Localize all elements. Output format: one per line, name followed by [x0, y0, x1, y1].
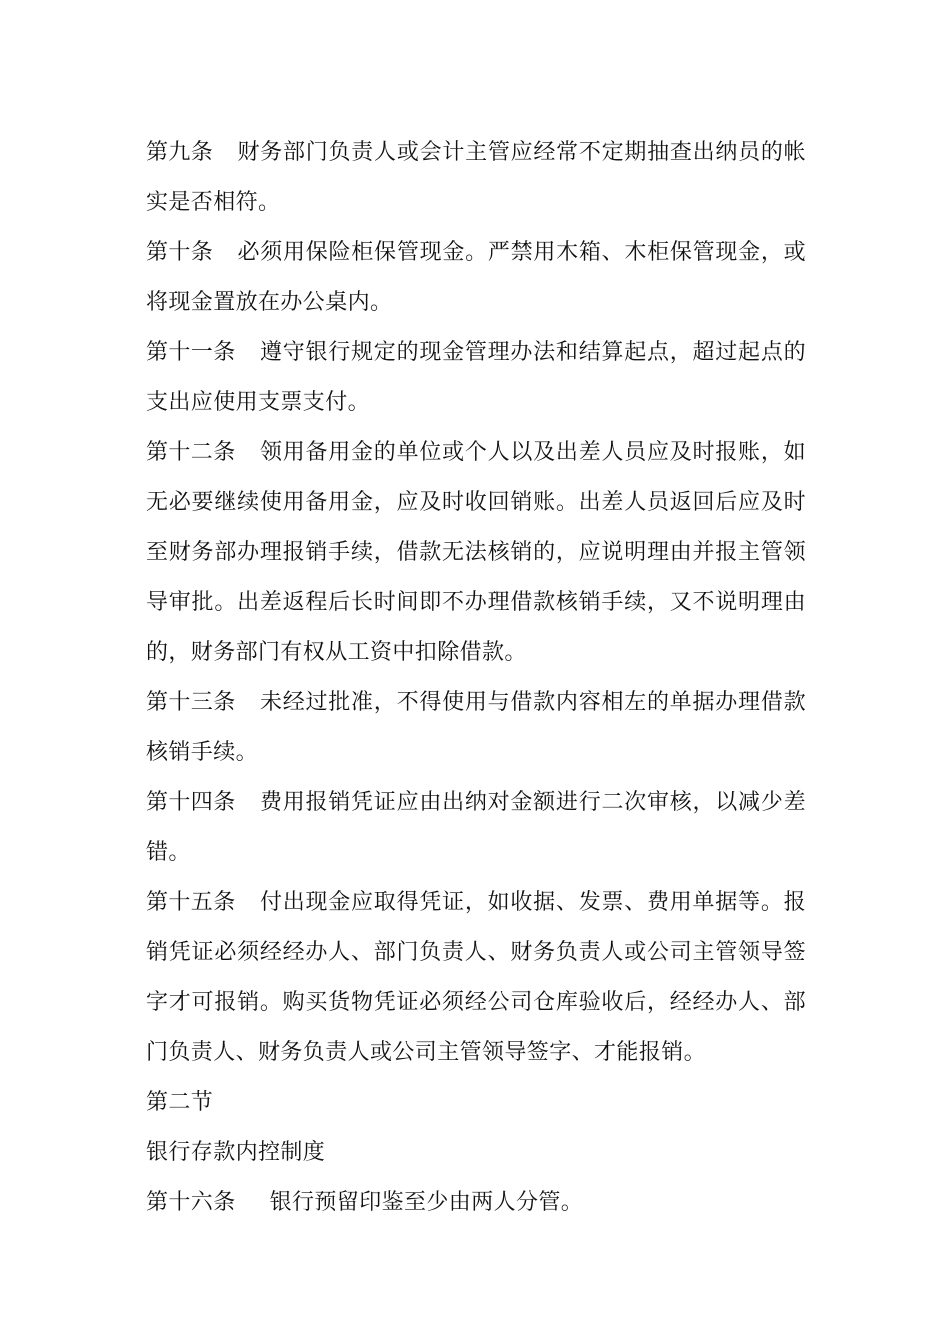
article-13	[146, 678, 806, 778]
article-label: 第十三条	[146, 690, 236, 715]
article-11	[146, 328, 806, 428]
article-label: 第十一条	[146, 340, 236, 365]
article-10	[146, 228, 806, 328]
document-body	[146, 128, 806, 1228]
article-text: 必须用保险柜保管现金。严禁用木箱、木柜保管现金，或将现金置放在办公桌内。	[146, 240, 806, 315]
article-label: 第十五条	[146, 890, 236, 915]
article-15	[146, 878, 806, 1078]
article-16	[146, 1178, 806, 1228]
article-label: 第十二条	[146, 440, 236, 465]
article-text: 领用备用金的单位或个人以及出差人员应及时报账，如无必要继续使用备用金，应及时收回销账。出差人员返回后应及时至财务部办理报销手续，借款无法核销的，应说明理由并报主管领导审批。出差返程后长时间即不办理借款核销手续，又不说明理由的，财务部门有权从工资中扣除借款。	[146, 440, 806, 665]
article-text: 费用报销凭证应由出纳对金额进行二次审核，以减少差错。	[146, 790, 806, 865]
section-number: 第二节	[146, 1090, 214, 1115]
article-12	[146, 428, 806, 678]
article-label: 第九条	[146, 140, 214, 165]
article-9	[146, 128, 806, 228]
section-title: 银行存款内控制度	[146, 1140, 326, 1165]
article-label: 第十四条	[146, 790, 236, 815]
article-14	[146, 778, 806, 878]
article-label: 第十六条	[146, 1190, 236, 1215]
article-label: 第十条	[146, 240, 214, 265]
article-text: 未经过批准，不得使用与借款内容相左的单据办理借款核销手续。	[146, 690, 806, 765]
article-text: 财务部门负责人或会计主管应经常不定期抽查出纳员的帐实是否相符。	[146, 140, 806, 215]
article-text: 付出现金应取得凭证，如收据、发票、费用单据等。报销凭证必须经经办人、部门负责人、财务负责人或公司主管领导签字才可报销。购买货物凭证必须经公司仓库验收后，经经办人、部门负责人、财务负责人或公司主管领导签字、才能报销。	[146, 890, 806, 1065]
article-text: 银行预留印鉴至少由两人分管。	[269, 1190, 584, 1215]
article-text: 遵守银行规定的现金管理办法和结算起点，超过起点的支出应使用支票支付。	[146, 340, 806, 415]
